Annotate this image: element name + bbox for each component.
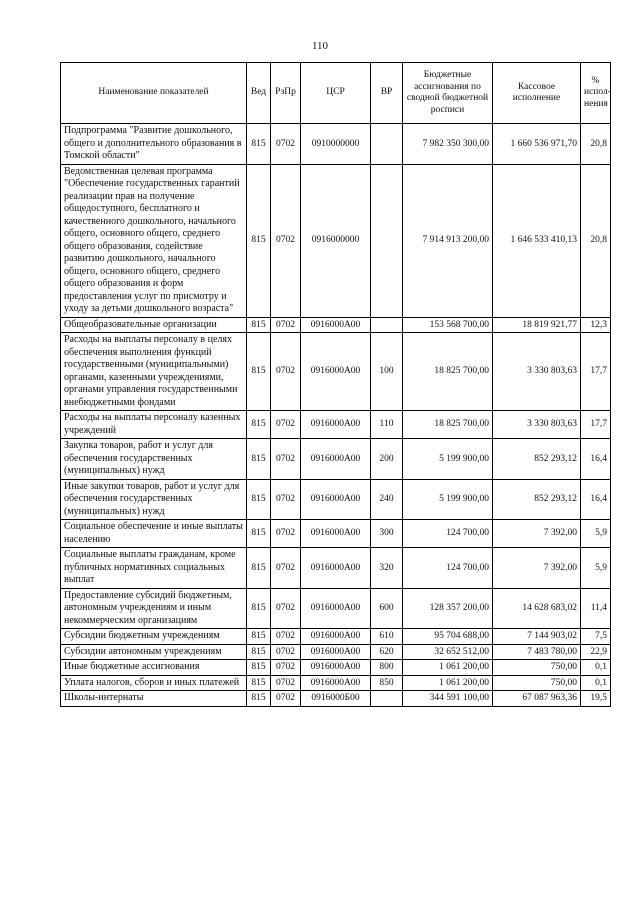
- row-rzpr: 0702: [271, 675, 301, 691]
- row-vr: 240: [371, 479, 403, 520]
- row-budget: 1 061 200,00: [403, 660, 493, 676]
- row-vr: 620: [371, 644, 403, 660]
- row-rzpr: 0702: [271, 588, 301, 629]
- row-percent: 19,5: [581, 691, 611, 707]
- header-name: Наименование показателей: [61, 63, 247, 124]
- row-budget: 124 700,00: [403, 520, 493, 548]
- table-row: [61, 333, 611, 411]
- header-percent: % испол-нения: [581, 63, 611, 124]
- row-percent: 16,4: [581, 479, 611, 520]
- row-cash: 1 660 536 971,70: [493, 124, 581, 165]
- row-rzpr: 0702: [271, 124, 301, 165]
- row-rzpr: 0702: [271, 520, 301, 548]
- row-ved: 815: [247, 629, 271, 645]
- row-cash: 7 392,00: [493, 548, 581, 589]
- row-name: Подпрограмма "Развитие дошкольного, общего и дополнительного образования в Томской области": [61, 124, 247, 165]
- table-row: [61, 660, 611, 676]
- row-csr: 0916000A00: [301, 675, 371, 691]
- row-percent: 17,7: [581, 411, 611, 439]
- row-ved: 815: [247, 691, 271, 707]
- table-row: [61, 164, 611, 317]
- header-ved: Вед: [247, 63, 271, 124]
- row-percent: 17,7: [581, 333, 611, 411]
- row-rzpr: 0702: [271, 548, 301, 589]
- row-vr: 600: [371, 588, 403, 629]
- row-name: Субсидии автономным учреждениям: [61, 644, 247, 660]
- row-vr: [371, 691, 403, 707]
- table-row: [61, 520, 611, 548]
- row-percent: 12,3: [581, 317, 611, 333]
- row-name: Субсидии бюджетным учреждениям: [61, 629, 247, 645]
- row-ved: 815: [247, 479, 271, 520]
- row-rzpr: 0702: [271, 644, 301, 660]
- table-header-row: [61, 63, 611, 124]
- table-row: [61, 691, 611, 707]
- row-vr: 100: [371, 333, 403, 411]
- row-budget: 5 199 900,00: [403, 479, 493, 520]
- row-vr: 110: [371, 411, 403, 439]
- row-cash: 1 646 533 410,13: [493, 164, 581, 317]
- row-cash: 750,00: [493, 660, 581, 676]
- table-row: [61, 479, 611, 520]
- row-name: Ведомственная целевая программа "Обеспечение государственных гарантий реализации прав на получение общедоступного, бесплатного и качественного дошкольного, начального общего, основного общего, среднего общего образования, содействие развитию дошкольного, начального общего, основного общего, среднего общего образования и форм предоставления услуг по присмотру и уходу за детьми дошкольного возраста": [61, 164, 247, 317]
- row-ved: 815: [247, 548, 271, 589]
- row-percent: 20,8: [581, 164, 611, 317]
- budget-table: [60, 62, 611, 707]
- row-cash: 7 144 903,02: [493, 629, 581, 645]
- row-name: Социальные выплаты гражданам, кроме публичных нормативных социальных выплат: [61, 548, 247, 589]
- table-row: [61, 548, 611, 589]
- row-percent: 22,9: [581, 644, 611, 660]
- row-vr: [371, 164, 403, 317]
- table-row: [61, 317, 611, 333]
- row-percent: 0,1: [581, 660, 611, 676]
- table-row: [61, 439, 611, 480]
- row-csr: 0910000000: [301, 124, 371, 165]
- row-csr: 0916000A00: [301, 629, 371, 645]
- row-csr: 0916000A00: [301, 411, 371, 439]
- page-number: 110: [311, 40, 329, 52]
- row-budget: 344 591 100,00: [403, 691, 493, 707]
- row-cash: 7 483 780,00: [493, 644, 581, 660]
- header-budget: Бюджетные ассигнования по сводной бюджетной росписи: [403, 63, 493, 124]
- row-vr: 610: [371, 629, 403, 645]
- row-csr: 0916000A00: [301, 479, 371, 520]
- row-vr: 850: [371, 675, 403, 691]
- row-percent: 16,4: [581, 439, 611, 480]
- row-vr: 300: [371, 520, 403, 548]
- row-budget: 95 704 688,00: [403, 629, 493, 645]
- table-row: [61, 124, 611, 165]
- row-ved: 815: [247, 411, 271, 439]
- row-rzpr: 0702: [271, 333, 301, 411]
- row-ved: 815: [247, 644, 271, 660]
- row-rzpr: 0702: [271, 479, 301, 520]
- row-budget: 1 061 200,00: [403, 675, 493, 691]
- row-cash: 7 392,00: [493, 520, 581, 548]
- table-row: [61, 629, 611, 645]
- row-name: Предоставление субсидий бюджетным, автономным учреждениям и иным некоммерческим организациям: [61, 588, 247, 629]
- row-csr: 0916000000: [301, 164, 371, 317]
- row-csr: 0916000A00: [301, 520, 371, 548]
- header-rzpr: РзПр: [271, 63, 301, 124]
- row-rzpr: 0702: [271, 629, 301, 645]
- row-rzpr: 0702: [271, 439, 301, 480]
- header-cash: Кассовое исполнение: [493, 63, 581, 124]
- row-csr: 0916000Б00: [301, 691, 371, 707]
- row-cash: 3 330 803,63: [493, 333, 581, 411]
- row-percent: 7,5: [581, 629, 611, 645]
- row-cash: 14 628 683,02: [493, 588, 581, 629]
- row-ved: 815: [247, 439, 271, 480]
- row-cash: 750,00: [493, 675, 581, 691]
- row-budget: 18 825 700,00: [403, 411, 493, 439]
- row-name: Уплата налогов, сборов и иных платежей: [61, 675, 247, 691]
- row-cash: 852 293,12: [493, 479, 581, 520]
- row-rzpr: 0702: [271, 660, 301, 676]
- row-vr: [371, 317, 403, 333]
- table-row: [61, 675, 611, 691]
- row-cash: 18 819 921,77: [493, 317, 581, 333]
- row-name: Расходы на выплаты персоналу в целях обеспечения выполнения функций государственными (муниципальными) органами, казенными учреждениями, органами управления государственными внебюджетными фондами: [61, 333, 247, 411]
- row-ved: 815: [247, 675, 271, 691]
- row-ved: 815: [247, 317, 271, 333]
- row-csr: 0916000A00: [301, 660, 371, 676]
- row-ved: 815: [247, 520, 271, 548]
- row-cash: 67 087 963,36: [493, 691, 581, 707]
- row-rzpr: 0702: [271, 691, 301, 707]
- row-vr: [371, 124, 403, 165]
- row-csr: 0916000A00: [301, 644, 371, 660]
- row-percent: 11,4: [581, 588, 611, 629]
- row-budget: 7 914 913 200,00: [403, 164, 493, 317]
- row-csr: 0916000A00: [301, 439, 371, 480]
- row-vr: 200: [371, 439, 403, 480]
- row-name: Иные бюджетные ассигнования: [61, 660, 247, 676]
- row-budget: 7 982 350 300,00: [403, 124, 493, 165]
- row-budget: 5 199 900,00: [403, 439, 493, 480]
- row-csr: 0916000A00: [301, 548, 371, 589]
- row-ved: 815: [247, 333, 271, 411]
- row-csr: 0916000A00: [301, 588, 371, 629]
- row-percent: 20,8: [581, 124, 611, 165]
- row-ved: 815: [247, 588, 271, 629]
- row-cash: 852 293,12: [493, 439, 581, 480]
- row-percent: 5,9: [581, 548, 611, 589]
- row-percent: 0,1: [581, 675, 611, 691]
- row-ved: 815: [247, 164, 271, 317]
- row-name: Расходы на выплаты персоналу казенных учреждений: [61, 411, 247, 439]
- table-row: [61, 588, 611, 629]
- row-name: Общеобразовательные организации: [61, 317, 247, 333]
- header-csr: ЦСР: [301, 63, 371, 124]
- row-vr: 800: [371, 660, 403, 676]
- row-ved: 815: [247, 660, 271, 676]
- row-vr: 320: [371, 548, 403, 589]
- row-csr: 0916000A00: [301, 317, 371, 333]
- row-budget: 18 825 700,00: [403, 333, 493, 411]
- row-budget: 124 700,00: [403, 548, 493, 589]
- row-name: Иные закупки товаров, работ и услуг для обеспечения государственных (муниципальных) нужд: [61, 479, 247, 520]
- row-budget: 128 357 200,00: [403, 588, 493, 629]
- row-csr: 0916000A00: [301, 333, 371, 411]
- row-rzpr: 0702: [271, 317, 301, 333]
- row-ved: 815: [247, 124, 271, 165]
- table-row: [61, 644, 611, 660]
- row-percent: 5,9: [581, 520, 611, 548]
- row-budget: 32 652 512,00: [403, 644, 493, 660]
- row-budget: 153 568 700,00: [403, 317, 493, 333]
- row-rzpr: 0702: [271, 411, 301, 439]
- table-row: [61, 411, 611, 439]
- row-name: Закупка товаров, работ и услуг для обеспечения государственных (муниципальных) нужд: [61, 439, 247, 480]
- header-vr: ВР: [371, 63, 403, 124]
- row-name: Социальное обеспечение и иные выплаты населению: [61, 520, 247, 548]
- row-rzpr: 0702: [271, 164, 301, 317]
- row-cash: 3 330 803,63: [493, 411, 581, 439]
- row-name: Школы-интернаты: [61, 691, 247, 707]
